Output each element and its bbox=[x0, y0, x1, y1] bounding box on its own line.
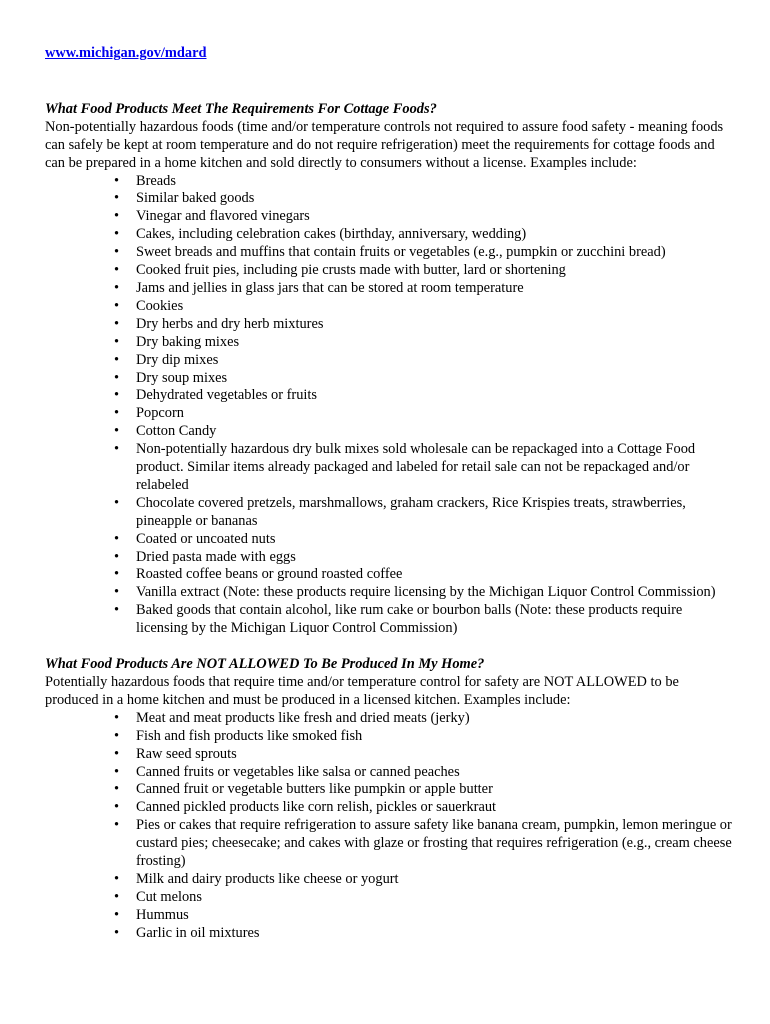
list-item bbox=[114, 870, 735, 889]
list-item bbox=[114, 727, 735, 746]
list-item bbox=[114, 226, 735, 244]
list-item bbox=[114, 781, 735, 799]
bullet-icon: • bbox=[114, 351, 120, 368]
list-item bbox=[114, 888, 735, 907]
bullet-icon: • bbox=[114, 763, 120, 780]
list-item-text: Cotton Candy bbox=[136, 423, 217, 440]
bullet-icon: • bbox=[114, 817, 120, 834]
list-item-text: Sweet breads and muffins that contain fruits or vegetables (e.g., pumpkin or zucchini bread) bbox=[136, 244, 666, 261]
list-item bbox=[114, 709, 735, 728]
list-item bbox=[114, 441, 735, 495]
mdard-link[interactable]: www.michigan.gov/mdard bbox=[45, 45, 207, 61]
list-item-text: Canned fruit or vegetable butters like pumpkin or apple butter bbox=[136, 781, 493, 798]
list-item bbox=[114, 369, 735, 388]
bullet-icon: • bbox=[114, 423, 120, 440]
list-item-text: Dry dip mixes bbox=[136, 351, 219, 368]
bullet-icon: • bbox=[114, 727, 120, 744]
bullet-icon: • bbox=[114, 799, 120, 816]
list-item-text: Hummus bbox=[136, 906, 189, 923]
bullet-icon: • bbox=[114, 315, 120, 332]
bullet-icon: • bbox=[114, 530, 120, 547]
list-item-text: Roasted coffee beans or ground roasted coffee bbox=[136, 566, 403, 583]
list-item-text: Fish and fish products like smoked fish bbox=[136, 727, 363, 744]
list-item-text: Chocolate covered pretzels, marshmallows, graham crackers, Rice Krispies treats, strawberries, pineapple or bananas bbox=[136, 494, 686, 529]
list-item bbox=[114, 387, 735, 405]
list-item bbox=[114, 172, 735, 191]
list-item bbox=[114, 745, 735, 764]
list-item-text: Cakes, including celebration cakes (birthday, anniversary, wedding) bbox=[136, 226, 527, 243]
bullet-icon: • bbox=[114, 548, 120, 565]
list-item-text: Dry soup mixes bbox=[136, 369, 228, 386]
list-item bbox=[114, 924, 735, 943]
list-item-text: Raw seed sprouts bbox=[136, 745, 237, 762]
bullet-icon: • bbox=[114, 494, 120, 511]
bullet-icon: • bbox=[114, 745, 120, 762]
list-item-text: Milk and dairy products like cheese or yogurt bbox=[136, 870, 399, 887]
list-item-text: Canned fruits or vegetables like salsa or canned peaches bbox=[136, 763, 460, 780]
list-item bbox=[114, 906, 735, 925]
allowed-section bbox=[45, 101, 735, 638]
list-item-text: Dry baking mixes bbox=[136, 333, 240, 350]
list-item-text: Meat and meat products like fresh and dried meats (jerky) bbox=[136, 709, 470, 726]
bullet-icon: • bbox=[114, 226, 120, 243]
list-item-text: Jams and jellies in glass jars that can be stored at room temperature bbox=[136, 279, 524, 296]
list-item-text: Dry herbs and dry herb mixtures bbox=[136, 315, 324, 332]
list-item-text: Breads bbox=[136, 172, 176, 189]
allowed-heading: What Food Products Meet The Requirements For Cottage Foods? bbox=[45, 100, 437, 117]
bullet-icon: • bbox=[114, 584, 120, 601]
list-item bbox=[114, 548, 735, 567]
list-item bbox=[114, 423, 735, 441]
bullet-icon: • bbox=[114, 333, 120, 350]
list-item-text: Cooked fruit pies, including pie crusts made with butter, lard or shortening bbox=[136, 262, 566, 279]
allowed-intro: Non-potentially hazardous foods (time and/or temperature controls not required to assure food safety - meaning foods can safely be kept at room temperature and do not require refrigeration) meet the requirements for cottage foods and can be prepared in a home kitchen and sold directly to consumers without a license. Examples include: bbox=[45, 118, 724, 171]
bullet-icon: • bbox=[114, 906, 120, 923]
list-item bbox=[114, 262, 735, 280]
bullet-icon: • bbox=[114, 387, 120, 404]
bullet-icon: • bbox=[114, 566, 120, 583]
list-item bbox=[114, 405, 735, 423]
list-item-text: Vanilla extract (Note: these products require licensing by the Michigan Liquor Control Commission) bbox=[136, 584, 716, 601]
bullet-icon: • bbox=[114, 208, 120, 225]
list-item bbox=[114, 244, 735, 262]
list-item-text: Dried pasta made with eggs bbox=[136, 548, 296, 565]
list-item bbox=[114, 315, 735, 334]
list-item-text: Cut melons bbox=[136, 888, 202, 905]
list-item-text: Baked goods that contain alcohol, like rum cake or bourbon balls (Note: these products require licensing by the Michigan Liquor Control Commission) bbox=[136, 602, 683, 637]
bullet-icon: • bbox=[114, 781, 120, 798]
list-item bbox=[114, 494, 735, 531]
list-item bbox=[114, 602, 735, 638]
list-item-text: Vinegar and flavored vinegars bbox=[136, 208, 310, 225]
bullet-icon: • bbox=[114, 190, 120, 207]
list-item bbox=[114, 584, 735, 602]
list-item-text: Cookies bbox=[136, 297, 184, 314]
list-item bbox=[114, 817, 735, 871]
list-item-text: Canned pickled products like corn relish, pickles or sauerkraut bbox=[136, 799, 497, 816]
bullet-icon: • bbox=[114, 279, 120, 296]
list-item bbox=[114, 351, 735, 370]
list-item bbox=[114, 799, 735, 817]
bullet-icon: • bbox=[114, 172, 120, 189]
list-item-text: Popcorn bbox=[136, 405, 184, 422]
not-allowed-intro: Potentially hazardous foods that require time and/or temperature control for safety are NOT ALLOWED to be produced in a home kitchen and must be produced in a licensed kitchen. Examples include: bbox=[45, 674, 679, 708]
bullet-icon: • bbox=[114, 405, 120, 422]
bullet-icon: • bbox=[114, 870, 120, 887]
list-item-text: Dehydrated vegetables or fruits bbox=[136, 387, 318, 404]
bullet-icon: • bbox=[114, 369, 120, 386]
list-item bbox=[114, 763, 735, 782]
document-page bbox=[45, 44, 735, 943]
bullet-icon: • bbox=[114, 297, 120, 314]
list-item-text: Coated or uncoated nuts bbox=[136, 530, 276, 547]
list-item-text: Garlic in oil mixtures bbox=[136, 924, 260, 941]
list-item-text: Pies or cakes that require refrigeration to assure safety like banana cream, pumpkin, lemon meringue or custard pies; cheesecake; and cakes with glaze or frosting that requires refrigeration (e.g., cream cheese frosting) bbox=[136, 817, 732, 870]
list-item bbox=[114, 279, 735, 298]
not-allowed-list bbox=[45, 710, 735, 943]
bullet-icon: • bbox=[114, 888, 120, 905]
bullet-icon: • bbox=[114, 924, 120, 941]
bullet-icon: • bbox=[114, 262, 120, 279]
allowed-list bbox=[45, 173, 735, 639]
bullet-icon: • bbox=[114, 244, 120, 261]
list-item bbox=[114, 208, 735, 226]
list-item-text: Non-potentially hazardous dry bulk mixes sold wholesale can be repackaged into a Cottage Food product. Similar items already packaged and labeled for retail sale can not be repackaged and/or relabeled bbox=[136, 441, 696, 493]
list-item bbox=[114, 530, 735, 549]
bullet-icon: • bbox=[114, 602, 120, 619]
list-item-text: Similar baked goods bbox=[136, 190, 255, 207]
not-allowed-heading: What Food Products Are NOT ALLOWED To Be Produced In My Home? bbox=[45, 656, 485, 673]
list-item bbox=[114, 566, 735, 584]
bullet-icon: • bbox=[114, 441, 120, 458]
bullet-icon: • bbox=[114, 709, 120, 726]
list-item bbox=[114, 333, 735, 352]
list-item bbox=[114, 190, 735, 208]
not-allowed-section bbox=[45, 656, 735, 943]
list-item bbox=[114, 297, 735, 316]
